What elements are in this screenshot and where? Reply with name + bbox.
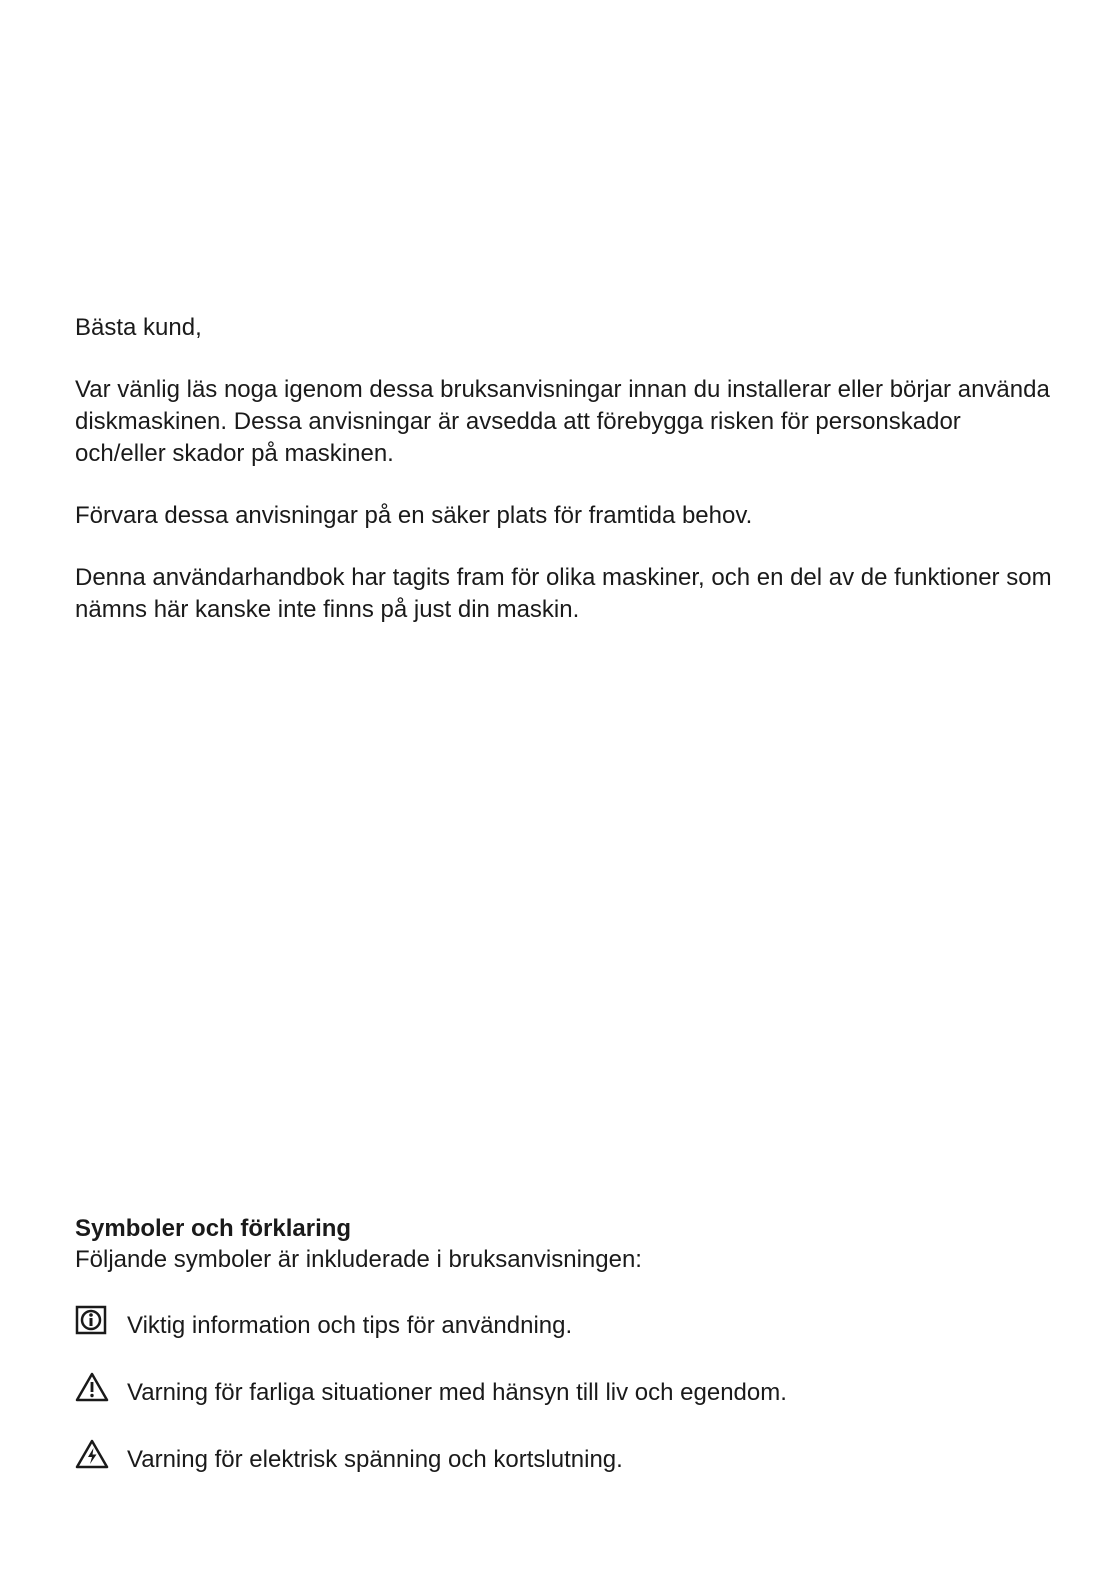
symbols-section bbox=[75, 1213, 1055, 1510]
warning-icon bbox=[75, 1372, 109, 1404]
symbol-row-warning bbox=[75, 1376, 1055, 1410]
intro-paragraph: Var vänlig läs noga igenom dessa bruksanvisningar innan du installerar eller börjar använda diskmaskinen. Dessa anvisningar är avsedda att förebygga risken för personskador och/eller skador på maskinen. bbox=[75, 376, 1050, 467]
symbols-subheading: Följande symboler är inkluderade i bruksanvisningen: bbox=[75, 1246, 642, 1273]
intro-paragraph: Förvara dessa anvisningar på en säker plats för framtida behov. bbox=[75, 502, 753, 529]
electric-warning-icon bbox=[75, 1439, 109, 1471]
intro-section bbox=[75, 312, 1055, 656]
symbol-row-electric bbox=[75, 1443, 1055, 1477]
symbol-row-info bbox=[75, 1309, 1055, 1343]
symbols-heading: Symboler och förklaring bbox=[75, 1215, 352, 1242]
symbol-description: Varning för farliga situationer med hänsyn till liv och egendom. bbox=[127, 1379, 787, 1406]
salutation: Bästa kund, bbox=[75, 314, 202, 341]
intro-paragraph: Denna användarhandbok har tagits fram för olika maskiner, och en del av de funktioner som nämns här kanske inte finns på just din maskin. bbox=[75, 564, 1052, 623]
symbol-description: Varning för elektrisk spänning och kortslutning. bbox=[127, 1446, 623, 1473]
symbol-description: Viktig information och tips för användning. bbox=[127, 1312, 573, 1339]
info-icon bbox=[75, 1305, 109, 1337]
